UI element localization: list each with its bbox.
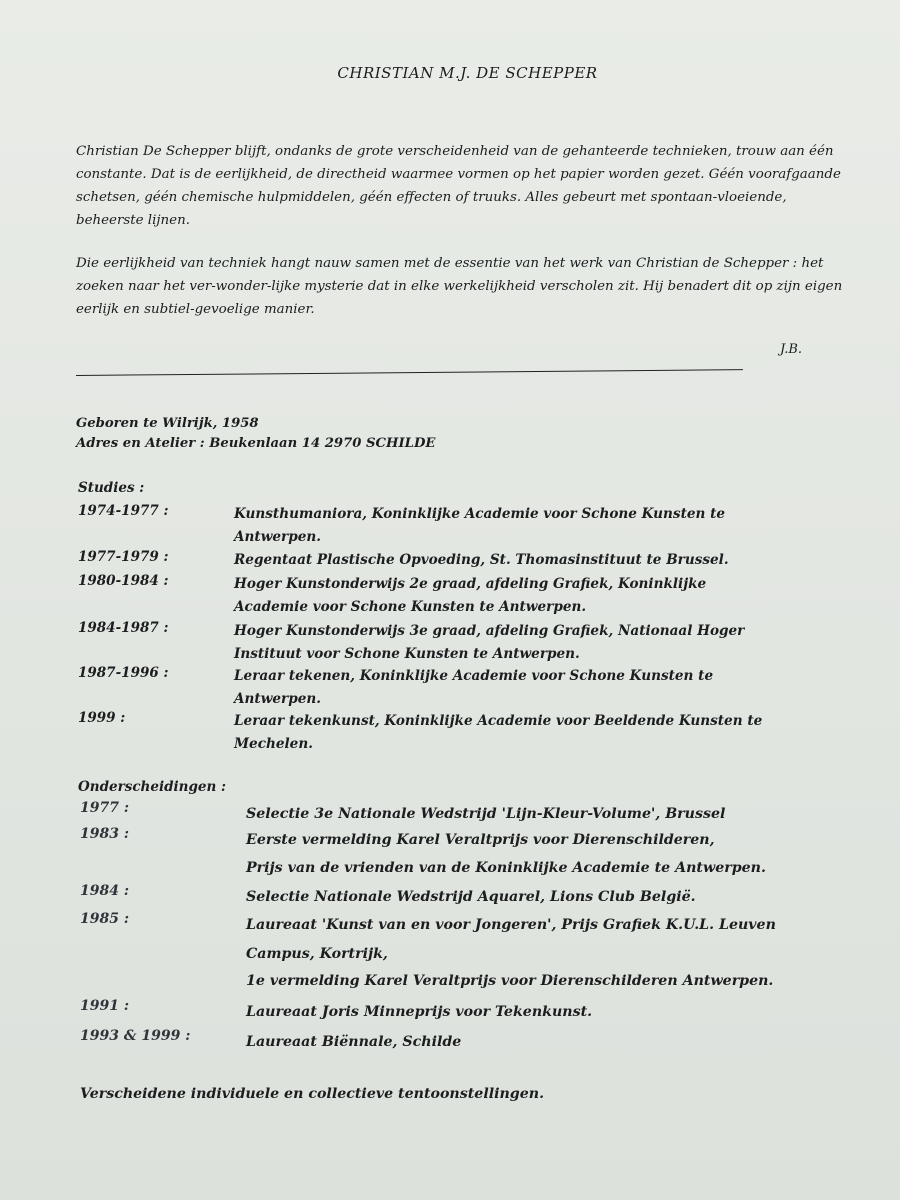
study-text: Leraar tekenen, Koninklijke Academie voor Schone Kunsten te Antwerpen. (234, 668, 714, 707)
study-text: Leraar tekenkunst, Koninklijke Academie voor Beeldende Kunsten te Mechelen. (234, 713, 763, 752)
award-text: Laureaat 'Kunst van en voor Jongeren', Prijs Grafiek K.U.L. Leuven Campus, Kortrijk, (246, 917, 776, 962)
award-year: 1977 : (80, 800, 130, 816)
study-year: 1987-1996 : (78, 665, 169, 681)
award-text: Prijs van de vrienden van de Koninklijke Academie te Antwerpen. (246, 860, 766, 876)
study-year: 1999 : (78, 710, 126, 726)
award-text: Laureaat Biënnale, Schilde (246, 1034, 462, 1050)
award-text: Selectie Nationale Wedstrijd Aquarel, Lions Club België. (246, 889, 696, 905)
studies-heading: Studies : (78, 480, 145, 496)
study-text: Regentaat Plastische Opvoeding, St. Thomasinstituut te Brussel. (234, 552, 729, 568)
award-year: 1991 : (80, 998, 130, 1014)
study-year: 1977-1979 : (78, 549, 169, 565)
award-year: 1983 : (80, 826, 130, 842)
award-year: 1985 : (80, 911, 130, 927)
study-text: Hoger Kunstonderwijs 3e graad, afdeling Grafiek, Nationaal Hoger Instituut voor Schone Kunsten te Antwerpen. (234, 623, 745, 662)
award-year: 1993 & 1999 : (80, 1028, 191, 1044)
intro-paragraph-2: Die eerlijkheid van techniek hangt nauw samen met de essentie van het werk van Christian de Schepper : het zoeken naar het ver-wonder-lijke mysterie dat in elke werkelijkheid verscholen zit. Hij benadert dit op zijn eigen eerlijk en subtiel-gevoelige manier. (76, 256, 843, 317)
exhibitions-note: Verscheidene individuele en collectieve tentoonstellingen. (80, 1086, 545, 1102)
award-year: 1984 : (80, 883, 130, 899)
award-text: 1e vermelding Karel Veraltprijs voor Dierenschilderen Antwerpen. (246, 973, 774, 989)
personal-info (76, 414, 435, 454)
award-text: Laureaat Joris Minneprijs voor Tekenkunst. (246, 1004, 593, 1020)
study-year: 1984-1987 : (78, 620, 169, 636)
awards-heading: Onderscheidingen : (78, 779, 226, 795)
birth-line: Geboren te Wilrijk, 1958 (76, 416, 259, 431)
award-text: Selectie 3e Nationale Wedstrijd 'Lijn-Kleur-Volume', Brussel (246, 806, 726, 822)
study-text: Hoger Kunstonderwijs 2e graad, afdeling Grafiek, Koninklijke Academie voor Schone Kunsten te Antwerpen. (234, 576, 707, 615)
document-title: CHRISTIAN M.J. DE SCHEPPER (337, 64, 598, 82)
study-year: 1974-1977 : (78, 503, 169, 519)
study-text: Kunsthumaniora, Koninklijke Academie voor Schone Kunsten te Antwerpen. (234, 506, 726, 545)
divider-line (76, 369, 743, 376)
intro-paragraph-1: Christian De Schepper blijft, ondanks de grote verscheidenheid van de gehanteerde technieken, trouw aan één constante. Dat is de eerlijkheid, de directheid waarmee vormen op het papier worden gezet. Géén voorafgaande schetsen, géén chemische hulpmiddelen, géén effecten of truuks. Alles gebeurt met spontaan-vloeiende, beheerste lijnen. (76, 144, 841, 228)
study-year: 1980-1984 : (78, 573, 169, 589)
award-text: Eerste vermelding Karel Veraltprijs voor Dierenschilderen, (246, 832, 715, 848)
signature-initials: J.B. (780, 342, 803, 357)
address-line: Adres en Atelier : Beukenlaan 14 2970 SCHILDE (76, 436, 436, 451)
